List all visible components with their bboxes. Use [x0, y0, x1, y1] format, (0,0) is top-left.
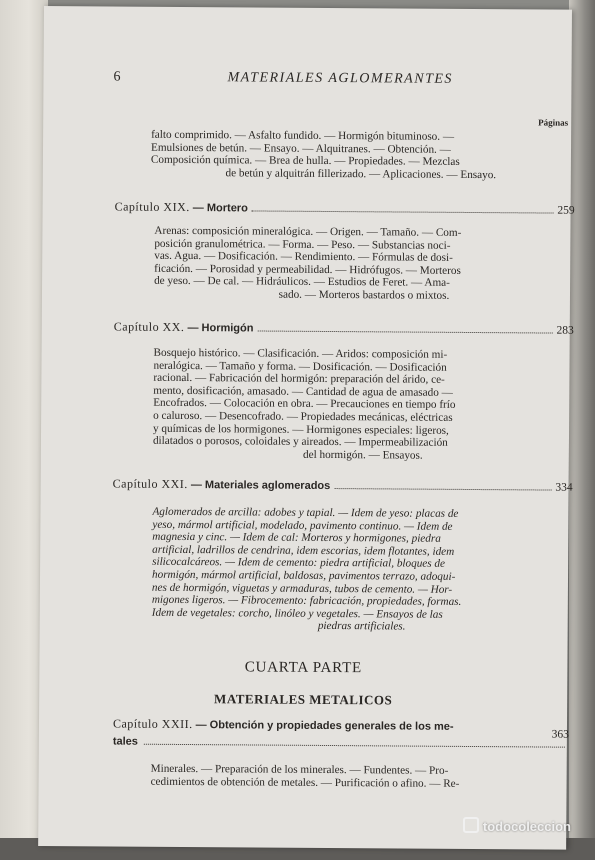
chapter-number: Capítulo XXI.	[112, 476, 188, 492]
text-line: y químicas de los hormigones. — Hormigones especiales: ligeros,	[153, 422, 449, 437]
chapter-xxi-contents	[152, 506, 573, 635]
logo-icon	[463, 817, 479, 833]
text-line: magnesia y cinc. — Idem de cal: Morteros y hormigones, piedra	[152, 530, 441, 545]
chapter-xix-entry[interactable]	[115, 199, 575, 218]
text-line: Arenas: composición mineralógica. — Origen. — Tamaño. — Com-	[154, 224, 462, 239]
chapter-title-text: Mortero	[206, 202, 248, 215]
text-line: Aglomerados de arcilla: adobes y tapial. — Idem de yeso: placas de	[152, 505, 459, 520]
chapter-xx-contents	[153, 347, 574, 463]
previous-chapter-contents	[151, 129, 571, 182]
part-heading: CUARTA PARTE	[244, 659, 363, 677]
text-line: del hormigón. — Ensayos.	[303, 448, 423, 462]
chapter-title-text: Hormigón	[201, 322, 254, 335]
chapter-page: 334	[555, 481, 573, 494]
text-line: nes de hormigón, viguetas y armaduras, tubos de cemento. — Hor-	[151, 581, 453, 596]
chapter-title: — Materiales aglomerados	[187, 479, 331, 493]
text-line: migones ligeros. — Fibrocemento: fabricación, propiedades, formas.	[151, 593, 462, 609]
text-line: racional. — Fabricación del hormigón: preparación del árido, ce-	[153, 371, 445, 386]
dot-leader	[144, 734, 565, 748]
running-header: MATERIALES AGLOMERANTES	[227, 70, 453, 87]
chapter-xix-contents	[154, 225, 575, 303]
text-line: Idem de vegetales: corcho, linóleo y vegetales. — Ensayos de las	[151, 606, 443, 621]
text-line: posición granulométrica. — Forma. — Peso. — Substancias noci-	[154, 237, 451, 252]
text-line: Encofrados. — Colocación en obra. — Precauciones en tiempo frío	[153, 397, 456, 412]
chapter-title: — Obtención y propiedades generales de los me-	[195, 719, 454, 733]
chapter-xxii-contents	[151, 763, 571, 791]
text-line: Emulsiones de betún. — Ensayo. — Alquitranes. — Obtención. —	[150, 141, 451, 156]
chapter-title: — Hormigón	[184, 321, 254, 335]
chapter-heading-line2	[113, 733, 569, 750]
chapter-title-text: Materiales aglomerados	[204, 479, 331, 493]
text-line: hormigón, mármol artificial, baldosas, pavimentos terrazo, adoqui-	[151, 568, 456, 583]
chapter-number: Capítulo XXII.	[112, 716, 193, 732]
text-line: vas. Agua. — Dosificación. — Rendimiento. — Fórmulas de dosi-	[154, 249, 453, 265]
chapter-xxii-entry[interactable]	[113, 716, 569, 750]
chapter-xxi-entry[interactable]	[113, 476, 573, 495]
dot-leader	[257, 320, 552, 333]
text-line: Composición química. — Brea de hulla. — Propiedades. — Mezclas	[150, 153, 460, 169]
text-line: cedimientos de obtención de metales. — Purificación o afino. — Re-	[150, 775, 460, 790]
book-page	[38, 6, 575, 850]
text-line: de yeso. — De cal. — Hidráulicos. — Estudios de Feret. — Ama-	[154, 275, 450, 290]
section-heading: MATERIALES METALICOS	[214, 691, 393, 708]
text-line: piedras artificiales.	[317, 620, 406, 633]
text-line: o caluroso. — Desencofrado. — Propiedades mecánicas, eléctricas	[153, 409, 453, 424]
chapter-number: Capítulo XX.	[113, 319, 185, 334]
text-line: dilatados o porosos, coloidales y aireados. — Impermeabilización	[152, 434, 448, 449]
chapter-page: 363	[551, 728, 569, 741]
text-line: falto comprimido. — Asfalto fundido. — Hormigón bituminoso. —	[151, 128, 455, 143]
paginas-label: Páginas	[538, 117, 569, 128]
text-line: silicocalcáreos. — Idem de cemento: piedra artificial, bloques de	[152, 556, 446, 571]
dot-leader	[252, 200, 554, 213]
text-line: Bosquejo histórico. — Clasificación. — Aridos: composición mi-	[153, 346, 448, 361]
text-line: neralógica. — Tamaño y forma. — Dosificación. — Dosificación	[153, 359, 447, 374]
watermark-logo	[463, 817, 571, 834]
text-line: mento, dosificación, amasado. — Cantidad de agua de amasado —	[153, 384, 453, 399]
chapter-number: Capítulo XIX.	[114, 199, 190, 215]
chapter-page: 259	[557, 204, 575, 217]
text-line: Minerales. — Preparación de los minerales. — Fundentes. — Pro-	[150, 762, 449, 777]
text-line: yeso, mármol artificial, modelado, pavimento continuo. — Idem de	[152, 518, 453, 533]
chapter-title: — Mortero	[189, 202, 248, 215]
text-line: ficación. — Porosidad y permeabilidad. — Hidrófugos. — Morteros	[154, 262, 461, 277]
page-number: 6	[113, 69, 121, 85]
chapter-title-cont: tales	[112, 735, 138, 748]
text-line: artificial, ladrillos de cendrina, idem escorias, idem flotantes, idem	[152, 543, 455, 558]
text-line: sado. — Morteros bastardos o mixtos.	[278, 288, 450, 302]
chapter-page: 283	[556, 324, 574, 337]
chapter-xx-entry[interactable]	[114, 319, 574, 338]
text-line: de betún y alquitrán fillerizado. — Aplicaciones. — Ensayo.	[225, 167, 497, 181]
watermark-text: todocoleccion	[482, 819, 571, 834]
chapter-heading-line	[113, 716, 569, 734]
dot-leader	[334, 478, 551, 491]
